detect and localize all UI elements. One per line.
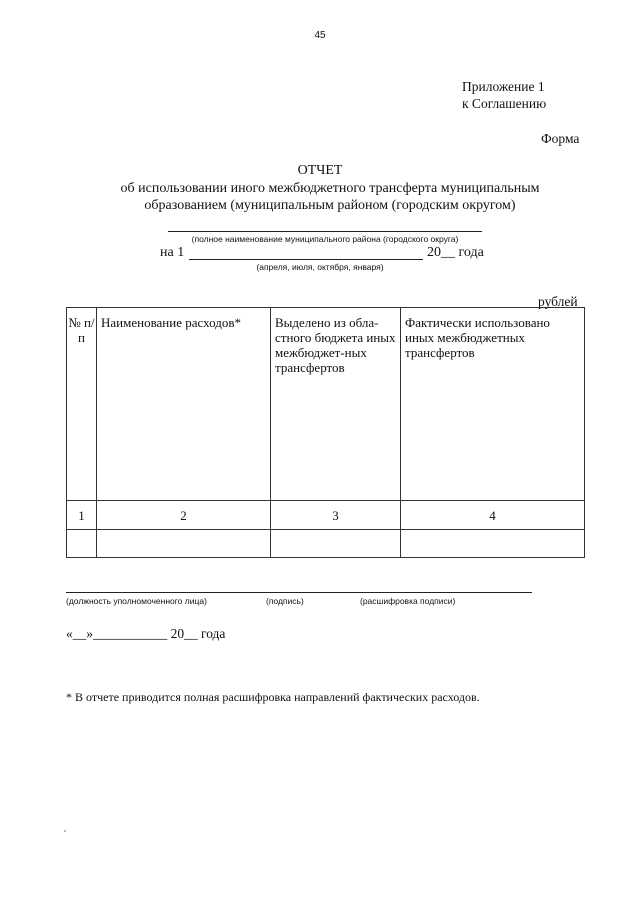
header-number: № п/п bbox=[67, 308, 97, 501]
index-cell: 3 bbox=[271, 501, 401, 530]
signature-decode-hint: (расшифровка подписи) bbox=[360, 596, 456, 606]
form-label: Форма bbox=[541, 131, 580, 146]
empty-cell[interactable] bbox=[401, 530, 585, 558]
subtitle-line-1: об использовании иного межбюджетного трансферта муниципальным bbox=[120, 181, 540, 196]
table-header-row bbox=[67, 308, 585, 501]
report-date-line bbox=[189, 259, 423, 260]
index-cell: 2 bbox=[97, 501, 271, 530]
subtitle-line-2: образованием (муниципальным районом (городским округом) bbox=[144, 198, 516, 213]
table-row bbox=[67, 530, 585, 558]
document-title: ОТЧЕТ bbox=[297, 163, 343, 178]
header-actually-used: Фактически использовано иных межбюджетных трансфертов bbox=[401, 308, 585, 501]
signing-date: «__»___________ 20__ года bbox=[66, 626, 226, 641]
signature-hint: (подпись) bbox=[266, 596, 304, 606]
header-allocated: Выделено из обла-стного бюджета иных межбюджет-ных трансфертов bbox=[271, 308, 401, 501]
report-date-hint: (апреля, июля, октября, января) bbox=[256, 262, 384, 272]
empty-cell[interactable] bbox=[271, 530, 401, 558]
appendix-line-1: Приложение 1 bbox=[462, 79, 545, 94]
document-subtitle bbox=[60, 180, 600, 214]
municipality-name-hint: (полное наименование муниципального района (городского округа) bbox=[191, 234, 459, 244]
index-cell: 4 bbox=[401, 501, 585, 530]
empty-cell[interactable] bbox=[97, 530, 271, 558]
appendix-line-2: к Соглашению bbox=[462, 96, 547, 111]
report-date-prefix: на 1 bbox=[160, 245, 185, 260]
report-date-year: 20__ года bbox=[427, 245, 484, 260]
municipality-name-line bbox=[168, 231, 482, 232]
position-hint: (должность уполномоченного лица) bbox=[66, 596, 207, 606]
footnote: * В отчете приводится полная расшифровка направлений фактических расходов. bbox=[66, 690, 480, 704]
index-cell: 1 bbox=[67, 501, 97, 530]
header-expense-name: Наименование расходов* bbox=[97, 308, 271, 501]
page-number: 45 bbox=[314, 30, 326, 41]
empty-cell[interactable] bbox=[67, 530, 97, 558]
scan-speck bbox=[64, 830, 66, 832]
signature-line bbox=[66, 592, 532, 593]
table-index-row bbox=[67, 501, 585, 530]
currency-label: рублей bbox=[538, 294, 578, 309]
expense-report-table bbox=[66, 307, 585, 558]
appendix-reference bbox=[462, 78, 546, 112]
